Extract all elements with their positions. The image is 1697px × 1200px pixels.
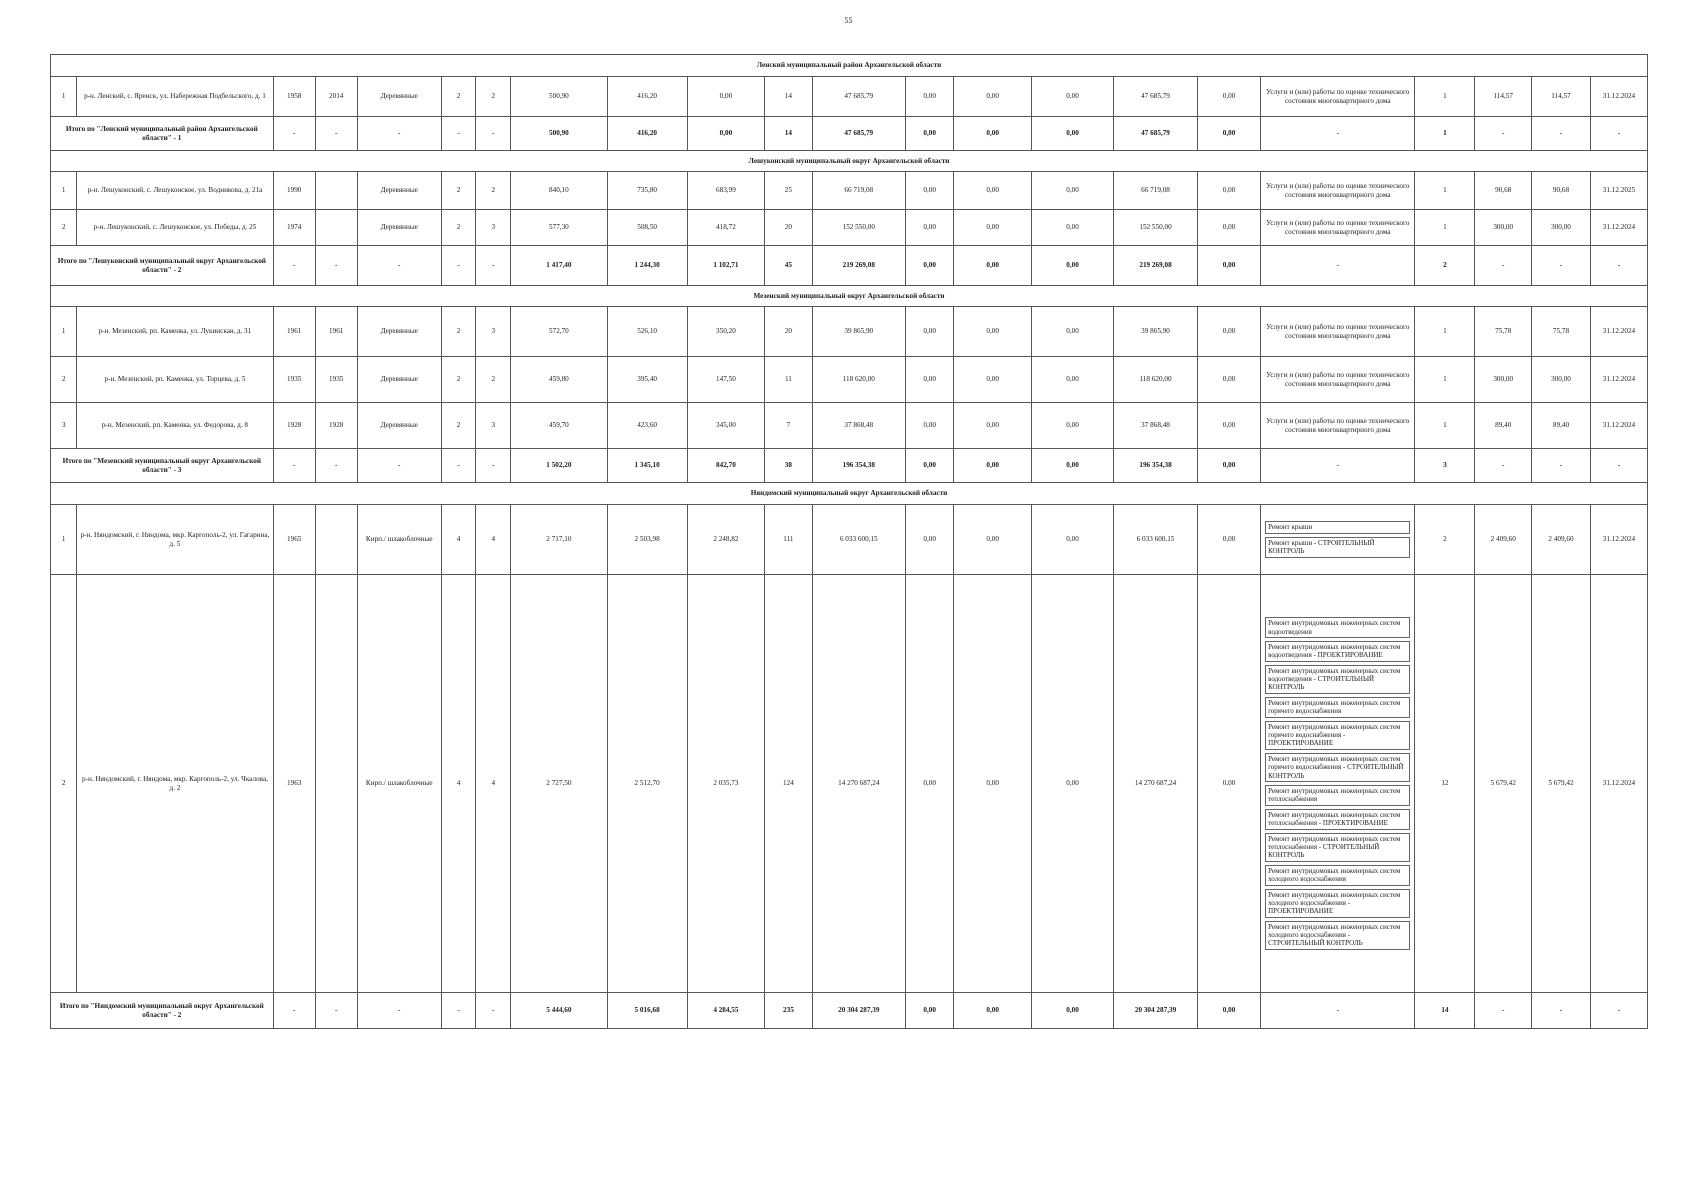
dash-cell: - (273, 993, 315, 1029)
dash-cell: - (1261, 246, 1415, 286)
works-cell: Услуги и (или) работы по оценке технического состояния многоквартирного дома (1261, 357, 1415, 403)
cost-local-budget-cell: 0,00 (1032, 357, 1114, 403)
floors-cell: 2 (441, 77, 476, 117)
wall-material-cell: Деревянные (357, 357, 441, 403)
cost-budget-cell: 0,00 (954, 117, 1032, 151)
cost-owners-cell: 47 685,79 (1114, 77, 1198, 117)
cost-fund-cell: 0,00 (906, 505, 954, 575)
cost-budget-cell: 0,00 (954, 575, 1032, 993)
table-row (51, 505, 1648, 575)
unit-cost-cell: 89,40 (1475, 403, 1532, 449)
cost-total-cell: 20 304 287,39 (812, 993, 905, 1029)
entrances-cell: 3 (476, 307, 511, 357)
work-item: Ремонт внутридомовых инженерных систем водоотведения - СТРОИТЕЛЬНЫЙ КОНТРОЛЬ (1265, 665, 1410, 694)
row-number: 1 (51, 77, 77, 117)
works-count-cell: 1 (1415, 357, 1475, 403)
section-title: Ленский муниципальный район Архангельской области (51, 55, 1648, 77)
area-residential-cell: 350,20 (687, 307, 765, 357)
works-count-cell: 1 (1415, 403, 1475, 449)
cost-total-cell: 37 868,48 (812, 403, 905, 449)
dash-cell: - (476, 993, 511, 1029)
dash-cell: - (357, 246, 441, 286)
area-residential-cell: 418,72 (687, 210, 765, 246)
table-body (51, 55, 1648, 1029)
cost-total-cell: 152 550,00 (812, 210, 905, 246)
cost-budget-cell: 0,00 (954, 77, 1032, 117)
cost-local-budget-cell: 0,00 (1032, 172, 1114, 210)
works-cell: Услуги и (или) работы по оценке технического состояния многоквартирного дома (1261, 307, 1415, 357)
dash-cell: - (1261, 449, 1415, 483)
work-item: Ремонт внутридомовых инженерных систем водоотведения - ПРОЕКТИРОВАНИЕ (1265, 641, 1410, 662)
address-cell: р-н. Няндомский, г. Няндома, мкр. Каргополь-2, ул. Чкалова, д. 2 (77, 575, 273, 993)
row-number: 1 (51, 172, 77, 210)
dash-cell: - (1475, 449, 1532, 483)
unit-cost-limit-cell: 90,68 (1532, 172, 1591, 210)
table-row (51, 172, 1648, 210)
cost-fund-cell: 0,00 (906, 172, 954, 210)
cost-budget-cell: 0,00 (954, 403, 1032, 449)
year-built-cell: 1958 (273, 77, 315, 117)
dash-cell: - (1590, 449, 1647, 483)
area-residential-cell: 4 284,55 (687, 993, 765, 1029)
cost-local-budget-cell: 0,00 (1032, 505, 1114, 575)
cost-other-cell: 0,00 (1198, 993, 1261, 1029)
total-label: Итого по "Няндомский муниципальный округ Архангельской области" - 2 (51, 993, 274, 1029)
residents-cell: 124 (765, 575, 812, 993)
unit-cost-limit-cell: 300,00 (1532, 210, 1591, 246)
floors-cell: 2 (441, 210, 476, 246)
section-header-row (51, 483, 1648, 505)
table-row (51, 307, 1648, 357)
wall-material-cell: Деревянные (357, 307, 441, 357)
residents-cell: 14 (765, 77, 812, 117)
address-cell: р-н. Лешуконский, с. Лешуконское, ул. Победы, д. 25 (77, 210, 273, 246)
work-item: Ремонт внутридомовых инженерных систем холодного водоснабжения - ПРОЕКТИРОВАНИЕ (1265, 889, 1410, 918)
entrances-cell: 2 (476, 77, 511, 117)
cost-local-budget-cell: 0,00 (1032, 575, 1114, 993)
cost-total-cell: 6 033 600,15 (812, 505, 905, 575)
residents-cell: 7 (765, 403, 812, 449)
dash-cell: - (476, 246, 511, 286)
dash-cell: - (1590, 246, 1647, 286)
cost-local-budget-cell: 0,00 (1032, 210, 1114, 246)
year-built-cell: 1935 (273, 357, 315, 403)
unit-cost-limit-cell: 89,40 (1532, 403, 1591, 449)
section-title: Мезенский муниципальный округ Архангельской области (51, 286, 1648, 307)
table-row (51, 575, 1648, 993)
cost-owners-cell: 6 033 600,15 (1114, 505, 1198, 575)
unit-cost-limit-cell: 300,00 (1532, 357, 1591, 403)
cost-fund-cell: 0,00 (906, 357, 954, 403)
year-repair-cell: 2014 (315, 77, 357, 117)
year-repair-cell: 1961 (315, 307, 357, 357)
work-item: Ремонт внутридомовых инженерных систем водоотведения (1265, 617, 1410, 638)
row-number: 1 (51, 307, 77, 357)
unit-cost-limit-cell: 5 679,42 (1532, 575, 1591, 993)
cost-total-cell: 118 620,00 (812, 357, 905, 403)
unit-cost-limit-cell: 2 409,60 (1532, 505, 1591, 575)
cost-total-cell: 66 719,08 (812, 172, 905, 210)
table-row (51, 403, 1648, 449)
residents-cell: 45 (765, 246, 812, 286)
cost-other-cell: 0,00 (1198, 449, 1261, 483)
year-repair-cell: 1928 (315, 403, 357, 449)
unit-cost-limit-cell: 114,57 (1532, 77, 1591, 117)
deadline-cell: 31.12.2024 (1590, 77, 1647, 117)
work-item: Ремонт внутридомовых инженерных систем теплоснабжения - ПРОЕКТИРОВАНИЕ (1265, 809, 1410, 830)
dash-cell: - (1532, 993, 1591, 1029)
residents-cell: 11 (765, 357, 812, 403)
cost-owners-cell: 118 620,00 (1114, 357, 1198, 403)
area-total-cell: 1 417,40 (511, 246, 608, 286)
cost-other-cell: 0,00 (1198, 505, 1261, 575)
cost-total-cell: 219 269,08 (812, 246, 905, 286)
area-living-cell: 416,20 (607, 117, 687, 151)
dash-cell: - (315, 117, 357, 151)
cost-local-budget-cell: 0,00 (1032, 246, 1114, 286)
floors-cell: 2 (441, 403, 476, 449)
area-total-cell: 2 717,10 (511, 505, 608, 575)
table-row (51, 210, 1648, 246)
table-row (51, 357, 1648, 403)
cost-other-cell: 0,00 (1198, 403, 1261, 449)
unit-cost-cell: 300,00 (1475, 357, 1532, 403)
area-residential-cell: 2 248,82 (687, 505, 765, 575)
cost-budget-cell: 0,00 (954, 357, 1032, 403)
cost-owners-cell: 196 354,38 (1114, 449, 1198, 483)
cost-fund-cell: 0,00 (906, 575, 954, 993)
entrances-cell: 4 (476, 575, 511, 993)
area-total-cell: 5 444,60 (511, 993, 608, 1029)
works-count-cell: 14 (1415, 993, 1475, 1029)
deadline-cell: 31.12.2024 (1590, 403, 1647, 449)
cost-fund-cell: 0,00 (906, 993, 954, 1029)
dash-cell: - (1475, 246, 1532, 286)
cost-budget-cell: 0,00 (954, 246, 1032, 286)
cost-owners-cell: 20 304 287,39 (1114, 993, 1198, 1029)
area-residential-cell: 683,99 (687, 172, 765, 210)
address-cell: р-н. Мезенский, рп. Каменка, ул. Федорова, д. 8 (77, 403, 273, 449)
cost-fund-cell: 0,00 (906, 403, 954, 449)
dash-cell: - (1590, 117, 1647, 151)
cost-total-cell: 47 685,79 (812, 117, 905, 151)
cost-total-cell: 39 865,90 (812, 307, 905, 357)
cost-other-cell: 0,00 (1198, 246, 1261, 286)
cost-local-budget-cell: 0,00 (1032, 77, 1114, 117)
entrances-cell: 2 (476, 172, 511, 210)
year-built-cell: 1990 (273, 172, 315, 210)
dash-cell: - (1532, 449, 1591, 483)
works-count-cell: 1 (1415, 210, 1475, 246)
section-header-row (51, 286, 1648, 307)
dash-cell: - (315, 993, 357, 1029)
work-item: Ремонт внутридомовых инженерных систем теплоснабжения (1265, 785, 1410, 806)
cost-owners-cell: 219 269,08 (1114, 246, 1198, 286)
cost-owners-cell: 66 719,08 (1114, 172, 1198, 210)
works-count-cell: 12 (1415, 575, 1475, 993)
section-title: Лешуконский муниципальный округ Архангельской области (51, 151, 1648, 172)
deadline-cell: 31.12.2025 (1590, 172, 1647, 210)
residents-cell: 20 (765, 210, 812, 246)
area-total-cell: 1 502,20 (511, 449, 608, 483)
year-repair-cell (315, 210, 357, 246)
dash-cell: - (441, 246, 476, 286)
dash-cell: - (273, 449, 315, 483)
address-cell: р-н. Мезенский, рп. Каменка, ул. Торцева, д. 5 (77, 357, 273, 403)
works-count-cell: 1 (1415, 307, 1475, 357)
area-residential-cell: 345,00 (687, 403, 765, 449)
page-number: 55 (844, 16, 853, 25)
area-residential-cell: 147,50 (687, 357, 765, 403)
area-total-cell: 500,90 (511, 117, 608, 151)
address-cell: р-н. Няндомский, г. Няндома, мкр. Каргополь-2, ул. Гагарина, д. 5 (77, 505, 273, 575)
dash-cell: - (441, 449, 476, 483)
total-row (51, 449, 1648, 483)
deadline-cell: 31.12.2024 (1590, 505, 1647, 575)
dash-cell: - (1261, 993, 1415, 1029)
works-cell: Услуги и (или) работы по оценке технического состояния многоквартирного дома (1261, 403, 1415, 449)
work-item: Ремонт внутридомовых инженерных систем горячего водоснабжения (1265, 697, 1410, 718)
dash-cell: - (357, 449, 441, 483)
section-header-row (51, 151, 1648, 172)
row-number: 2 (51, 575, 77, 993)
area-total-cell: 577,30 (511, 210, 608, 246)
area-living-cell: 508,50 (607, 210, 687, 246)
cost-fund-cell: 0,00 (906, 210, 954, 246)
cost-local-budget-cell: 0,00 (1032, 403, 1114, 449)
area-living-cell: 2 503,98 (607, 505, 687, 575)
cost-total-cell: 196 354,38 (812, 449, 905, 483)
floors-cell: 2 (441, 357, 476, 403)
year-built-cell: 1974 (273, 210, 315, 246)
cost-other-cell: 0,00 (1198, 307, 1261, 357)
area-total-cell: 459,70 (511, 403, 608, 449)
cost-local-budget-cell: 0,00 (1032, 307, 1114, 357)
area-total-cell: 572,70 (511, 307, 608, 357)
area-residential-cell: 2 035,73 (687, 575, 765, 993)
cost-other-cell: 0,00 (1198, 357, 1261, 403)
entrances-cell: 2 (476, 357, 511, 403)
dash-cell: - (1261, 117, 1415, 151)
entrances-cell: 3 (476, 210, 511, 246)
unit-cost-cell: 5 679,42 (1475, 575, 1532, 993)
cost-fund-cell: 0,00 (906, 77, 954, 117)
address-cell: р-н. Ленский, с. Яренск, ул. Набережная Подбельского, д. 1 (77, 77, 273, 117)
row-number: 1 (51, 505, 77, 575)
deadline-cell: 31.12.2024 (1590, 307, 1647, 357)
year-built-cell: 1928 (273, 403, 315, 449)
area-living-cell: 5 016,68 (607, 993, 687, 1029)
total-label: Итого по "Ленский муниципальный район Архангельской области" - 1 (51, 117, 274, 151)
cost-owners-cell: 47 685,79 (1114, 117, 1198, 151)
cost-owners-cell: 39 865,90 (1114, 307, 1198, 357)
entrances-cell: 3 (476, 403, 511, 449)
works-cell: Услуги и (или) работы по оценке технического состояния многоквартирного дома (1261, 77, 1415, 117)
cost-budget-cell: 0,00 (954, 210, 1032, 246)
entrances-cell: 4 (476, 505, 511, 575)
year-repair-cell (315, 505, 357, 575)
area-living-cell: 2 512,70 (607, 575, 687, 993)
dash-cell: - (441, 993, 476, 1029)
cost-local-budget-cell: 0,00 (1032, 449, 1114, 483)
unit-cost-cell: 2 409,60 (1475, 505, 1532, 575)
dash-cell: - (1532, 246, 1591, 286)
area-total-cell: 2 727,50 (511, 575, 608, 993)
total-label: Итого по "Мезенский муниципальный округ Архангельской области" - 3 (51, 449, 274, 483)
residents-cell: 25 (765, 172, 812, 210)
floors-cell: 2 (441, 307, 476, 357)
area-living-cell: 1 345,10 (607, 449, 687, 483)
residents-cell: 111 (765, 505, 812, 575)
floors-cell: 2 (441, 172, 476, 210)
cost-owners-cell: 37 868,48 (1114, 403, 1198, 449)
wall-material-cell: Деревянные (357, 77, 441, 117)
cost-owners-cell: 152 550,00 (1114, 210, 1198, 246)
work-item: Ремонт крыши (1265, 521, 1410, 533)
work-item: Ремонт внутридомовых инженерных систем холодного водоснабжения (1265, 865, 1410, 886)
area-total-cell: 459,80 (511, 357, 608, 403)
dash-cell: - (315, 246, 357, 286)
area-residential-cell: 1 102,71 (687, 246, 765, 286)
works-count-cell: 2 (1415, 246, 1475, 286)
area-residential-cell: 0,00 (687, 117, 765, 151)
residents-cell: 235 (765, 993, 812, 1029)
address-cell: р-н. Мезенский, рп. Каменка, ул. Лукинская, д. 31 (77, 307, 273, 357)
cost-fund-cell: 0,00 (906, 117, 954, 151)
works-count-cell: 1 (1415, 172, 1475, 210)
work-item: Ремонт внутридомовых инженерных систем горячего водоснабжения - ПРОЕКТИРОВАНИЕ (1265, 721, 1410, 750)
address-cell: р-н. Лешуконский, с. Лешуконское, ул. Водникова, д. 21а (77, 172, 273, 210)
dash-cell: - (476, 117, 511, 151)
deadline-cell: 31.12.2024 (1590, 357, 1647, 403)
total-row (51, 246, 1648, 286)
works-count-cell: 1 (1415, 77, 1475, 117)
unit-cost-cell: 114,57 (1475, 77, 1532, 117)
year-built-cell: 1965 (273, 505, 315, 575)
works-count-cell: 3 (1415, 449, 1475, 483)
area-total-cell: 840,10 (511, 172, 608, 210)
cost-fund-cell: 0,00 (906, 246, 954, 286)
area-total-cell: 500,90 (511, 77, 608, 117)
row-number: 2 (51, 210, 77, 246)
dash-cell: - (441, 117, 476, 151)
cost-local-budget-cell: 0,00 (1032, 993, 1114, 1029)
area-living-cell: 735,80 (607, 172, 687, 210)
residents-cell: 14 (765, 117, 812, 151)
dash-cell: - (357, 993, 441, 1029)
row-number: 2 (51, 357, 77, 403)
cost-fund-cell: 0,00 (906, 449, 954, 483)
unit-cost-cell: 90,68 (1475, 172, 1532, 210)
area-living-cell: 526,10 (607, 307, 687, 357)
work-item: Ремонт крыши - СТРОИТЕЛЬНЫЙ КОНТРОЛЬ (1265, 537, 1410, 558)
area-living-cell: 1 244,30 (607, 246, 687, 286)
cost-budget-cell: 0,00 (954, 172, 1032, 210)
year-built-cell: 1963 (273, 575, 315, 993)
cost-other-cell: 0,00 (1198, 172, 1261, 210)
wall-material-cell: Кирп./ шлакоблочные (357, 505, 441, 575)
year-repair-cell (315, 172, 357, 210)
cost-total-cell: 14 270 687,24 (812, 575, 905, 993)
residents-cell: 20 (765, 307, 812, 357)
work-item: Ремонт внутридомовых инженерных систем горячего водоснабжения - СТРОИТЕЛЬНЫЙ КОНТРОЛЬ (1265, 753, 1410, 782)
section-title: Няндомский муниципальный округ Архангельской области (51, 483, 1648, 505)
cost-total-cell: 47 685,79 (812, 77, 905, 117)
total-row (51, 993, 1648, 1029)
table-row (51, 77, 1648, 117)
total-label: Итого по "Лешуконский муниципальный округ Архангельской области" - 2 (51, 246, 274, 286)
dash-cell: - (357, 117, 441, 151)
total-row (51, 117, 1648, 151)
section-header-row (51, 55, 1648, 77)
cost-local-budget-cell: 0,00 (1032, 117, 1114, 151)
cost-budget-cell: 0,00 (954, 993, 1032, 1029)
unit-cost-limit-cell: 75,78 (1532, 307, 1591, 357)
cost-budget-cell: 0,00 (954, 307, 1032, 357)
deadline-cell: 31.12.2024 (1590, 210, 1647, 246)
area-residential-cell: 0,00 (687, 77, 765, 117)
cost-other-cell: 0,00 (1198, 77, 1261, 117)
cost-owners-cell: 14 270 687,24 (1114, 575, 1198, 993)
year-built-cell: 1961 (273, 307, 315, 357)
works-cell (1261, 575, 1415, 993)
dash-cell: - (476, 449, 511, 483)
works-count-cell: 2 (1415, 505, 1475, 575)
area-living-cell: 395,40 (607, 357, 687, 403)
cost-other-cell: 0,00 (1198, 210, 1261, 246)
work-item: Ремонт внутридомовых инженерных систем холодного водоснабжения - СТРОИТЕЛЬНЫЙ КОНТРОЛЬ (1265, 921, 1410, 950)
row-number: 3 (51, 403, 77, 449)
residents-cell: 38 (765, 449, 812, 483)
cost-fund-cell: 0,00 (906, 307, 954, 357)
works-cell: Услуги и (или) работы по оценке технического состояния многоквартирного дома (1261, 210, 1415, 246)
program-table (50, 54, 1648, 1029)
area-living-cell: 423,60 (607, 403, 687, 449)
unit-cost-cell: 300,00 (1475, 210, 1532, 246)
area-residential-cell: 842,70 (687, 449, 765, 483)
works-cell: Услуги и (или) работы по оценке технического состояния многоквартирного дома (1261, 172, 1415, 210)
area-living-cell: 416,20 (607, 77, 687, 117)
dash-cell: - (1475, 117, 1532, 151)
dash-cell: - (273, 246, 315, 286)
unit-cost-cell: 75,78 (1475, 307, 1532, 357)
cost-budget-cell: 0,00 (954, 449, 1032, 483)
cost-budget-cell: 0,00 (954, 505, 1032, 575)
wall-material-cell: Деревянные (357, 210, 441, 246)
floors-cell: 4 (441, 505, 476, 575)
year-repair-cell (315, 575, 357, 993)
dash-cell: - (1590, 993, 1647, 1029)
dash-cell: - (273, 117, 315, 151)
deadline-cell: 31.12.2024 (1590, 575, 1647, 993)
dash-cell: - (1475, 993, 1532, 1029)
works-cell (1261, 505, 1415, 575)
cost-other-cell: 0,00 (1198, 117, 1261, 151)
work-item: Ремонт внутридомовых инженерных систем теплоснабжения - СТРОИТЕЛЬНЫЙ КОНТРОЛЬ (1265, 833, 1410, 862)
cost-other-cell: 0,00 (1198, 575, 1261, 993)
wall-material-cell: Деревянные (357, 403, 441, 449)
year-repair-cell: 1935 (315, 357, 357, 403)
floors-cell: 4 (441, 575, 476, 993)
works-count-cell: 1 (1415, 117, 1475, 151)
dash-cell: - (1532, 117, 1591, 151)
dash-cell: - (315, 449, 357, 483)
wall-material-cell: Кирп./ шлакоблочные (357, 575, 441, 993)
wall-material-cell: Деревянные (357, 172, 441, 210)
